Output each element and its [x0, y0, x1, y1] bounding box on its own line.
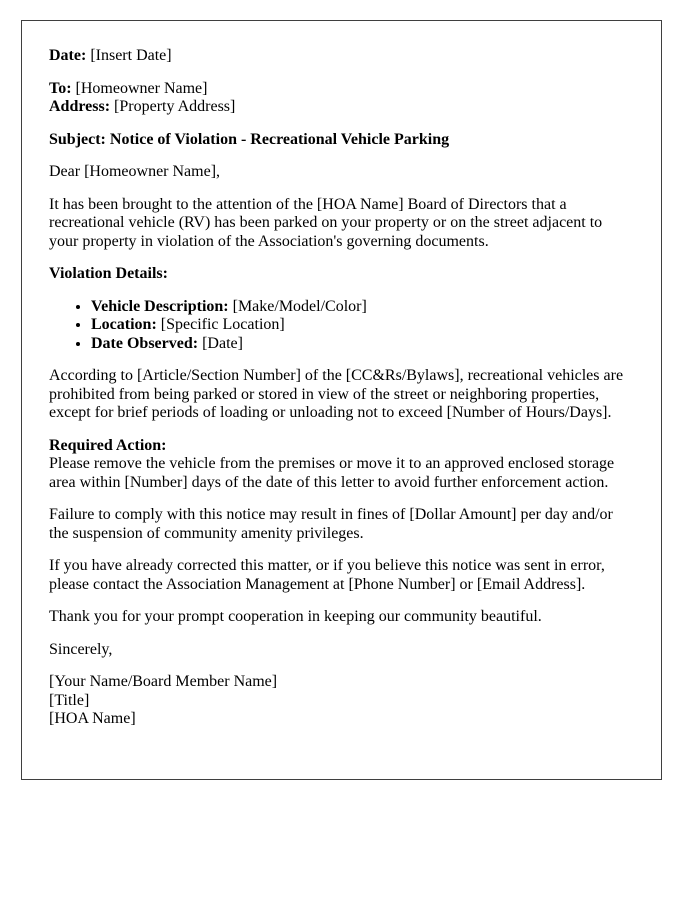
violation-details-heading: Violation Details:	[49, 265, 168, 282]
signature-block	[49, 673, 634, 729]
salutation: Dear [Homeowner Name],	[49, 163, 221, 180]
required-action-heading: Required Action:	[49, 436, 167, 454]
violation-notice-letter	[21, 20, 662, 780]
penalty-paragraph: Failure to comply with this notice may result in fines of [Dollar Amount] per day and/or the suspension of community amenity privileges.	[49, 506, 613, 542]
intro-paragraph: It has been brought to the attention of the [HOA Name] Board of Directors that a recreational vehicle (RV) has been parked on your property or on the street adjacent to your property in violation of the Association's governing documents.	[49, 195, 603, 250]
bullet-value: [Specific Location]	[160, 316, 285, 333]
to-label: To:	[49, 79, 72, 97]
to-value: [Homeowner Name]	[75, 79, 208, 97]
bullet-value: [Date]	[202, 334, 243, 352]
list-item	[91, 316, 634, 335]
correction-paragraph: If you have already corrected this matter, or if you believe this notice was sent in error, please contact the Association Management at [Phone Number] or [Email Address].	[49, 557, 605, 593]
closing: Sincerely,	[49, 640, 113, 658]
list-item	[91, 335, 634, 354]
list-item	[91, 298, 634, 317]
recipient-block	[49, 80, 634, 117]
required-action-body: Please remove the vehicle from the premises or move it to an approved enclosed storage area within [Number] days of the date of this letter to avoid further enforcement action.	[49, 455, 615, 491]
thanks-paragraph: Thank you for your prompt cooperation in keeping our community beautiful.	[49, 608, 542, 625]
rules-paragraph: According to [Article/Section Number] of the [CC&Rs/Bylaws], recreational vehicles are prohibited from being parked or stored in view of the street or neighboring properties, except for brief periods of loading or unloading not to exceed [Number of Hours/Days].	[49, 367, 624, 421]
address-label: Address:	[49, 98, 111, 115]
signature-title: [Title]	[49, 691, 90, 709]
date-line	[49, 47, 634, 66]
date-value: [Insert Date]	[90, 47, 172, 64]
bullet-label: Date Observed:	[91, 334, 199, 352]
required-action-block	[49, 437, 634, 493]
address-value: [Property Address]	[114, 98, 236, 115]
address-line	[49, 98, 634, 117]
to-line	[49, 80, 634, 99]
bullet-label: Vehicle Description:	[91, 297, 229, 315]
bullet-label: Location:	[91, 316, 157, 333]
signature-name: [Your Name/Board Member Name]	[49, 673, 278, 690]
bullet-value: [Make/Model/Color]	[232, 297, 367, 315]
violation-details-list	[49, 298, 634, 354]
date-label: Date:	[49, 47, 87, 64]
subject-line: Subject: Notice of Violation - Recreational Vehicle Parking	[49, 130, 450, 148]
signature-hoa-name: [HOA Name]	[49, 710, 136, 727]
